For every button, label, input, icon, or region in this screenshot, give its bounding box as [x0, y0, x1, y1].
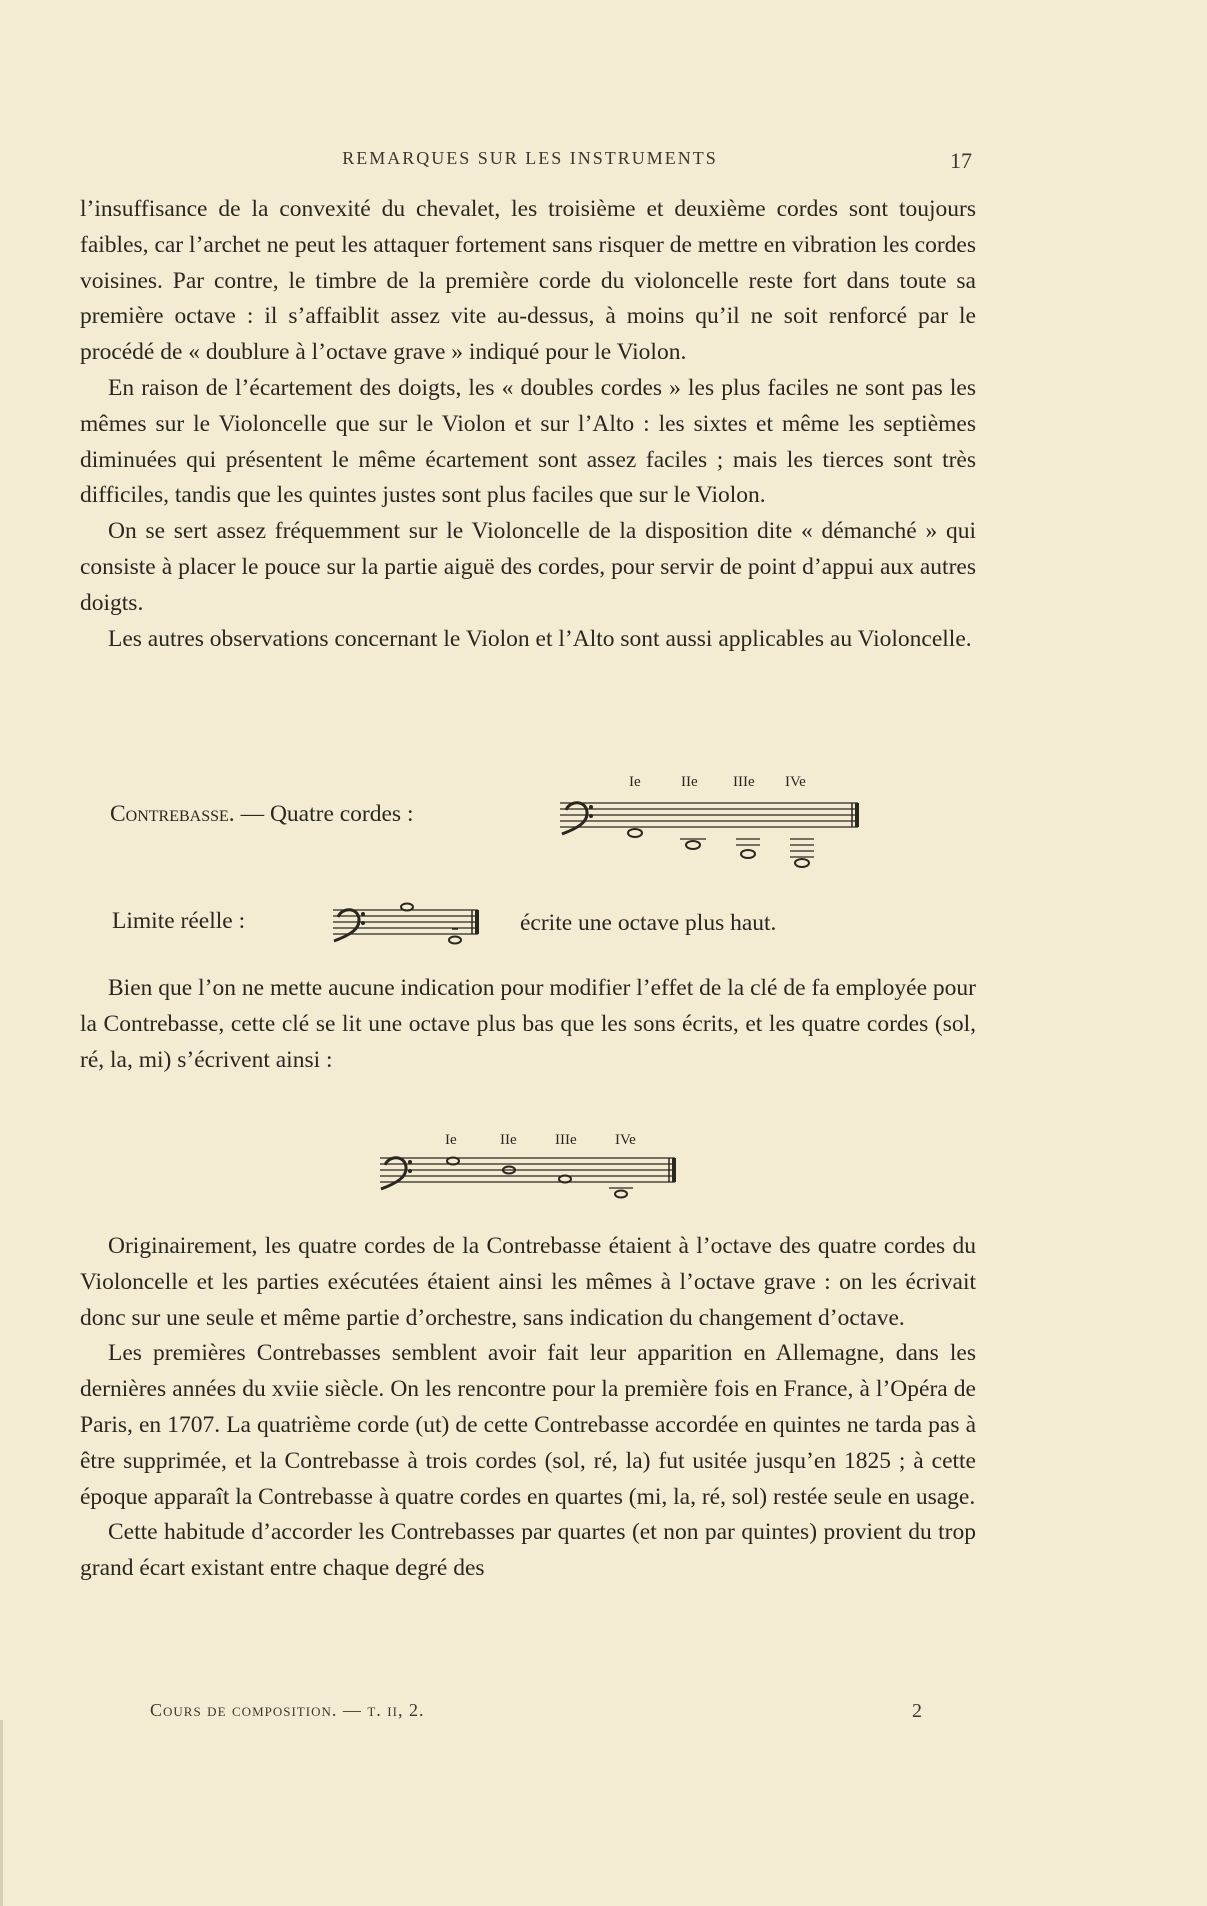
- footer-signature: Cours de composition. — t. ii, 2.: [150, 1700, 425, 1720]
- string-number-2: IIe: [500, 1132, 517, 1148]
- bass-clef-icon: [381, 1158, 406, 1189]
- paragraph-historique-2: Les premières Contrebasses semblent avoir fait leur apparition en Allemagne, dans les dernières années du xviie siècle. On les rencontre pour la première fois en France, à l’Opéra de Paris, en 1707. La quatrième corde (ut) de cette Contrebasse accordée en quintes ne tarda pas à être supprimée, et la Contrebasse à trois cordes (sol, ré, la) fut usitée jusqu’en 1825 ; à cette époque apparaît la Contrebasse à quatre cordes en quartes (mi, la, ré, sol) restée seule en usage.: [80, 1340, 976, 1510]
- paragraph-historique-3: Cette habitude d’accorder les Contrebasses par quartes (et non par quintes) provient du trop grand écart existant entre chaque degré des: [80, 1519, 976, 1582]
- note-string-1: [628, 829, 642, 837]
- note-low: [449, 937, 461, 944]
- contrebasse-heading: [110, 801, 414, 828]
- string-number-4: IVe: [615, 1132, 636, 1148]
- paragraph-violoncelle-3: On se sert assez fréquemment sur le Violoncelle de la disposition dite « démanché » qui consiste à placer le pouce sur la partie aiguë des cordes, pour servir de point d’appui aux autres doigts.: [80, 518, 976, 616]
- contrebasse-title: Contrebasse.: [110, 801, 235, 827]
- note-string-4: [615, 1191, 627, 1198]
- string-number-2: IIe: [681, 774, 698, 790]
- page-number: 17: [950, 148, 972, 173]
- text-block-historique: [80, 1229, 976, 1587]
- string-number-4: IVe: [785, 774, 806, 790]
- string-number-3: IIIe: [555, 1132, 577, 1148]
- text-block-cle: [80, 971, 976, 1078]
- string-number-1: Ie: [445, 1132, 457, 1148]
- paragraph-violoncelle-1: l’insuffisance de la convexité du chevalet, les troisième et deuxième cordes sont toujours faibles, car l’archet ne peut les attaquer fortement sans risquer de mettre en vibration les cordes voisines. Par contre, le timbre de la première corde du violoncelle reste fort dans toute sa première octave : il s’affaiblit assez vite au-dessus, à moins qu’il ne soit renforcé par le procédé de « doublure à l’octave grave » indiqué pour le Violon.: [80, 196, 976, 366]
- staff-limite: [328, 898, 488, 948]
- paragraph-historique-1: Originairement, les quatre cordes de la Contrebasse étaient à l’octave des quatre cordes du Violoncelle et les parties exécutées étaient ainsi les mêmes à l’octave grave : on les écrivait donc sur une seule et même partie d’orchestre, sans indication du changement d’octave.: [80, 1233, 976, 1331]
- paragraph-cle: Bien que l’on ne mette aucune indication pour modifier l’effet de la clé de fa employée pour la Contrebasse, cette clé se lit une octave plus bas que les sons écrits, et les quatre cordes (sol, ré, la, mi) s’écrivent ainsi :: [80, 975, 976, 1073]
- whole-notes: [628, 829, 814, 867]
- staff-written-strings: [375, 1128, 695, 1208]
- bass-clef-icon: [334, 910, 359, 941]
- running-header: REMARQUES SUR LES INSTRUMENTS: [342, 148, 718, 168]
- staff-open-strings: [540, 770, 880, 885]
- string-number-1: Ie: [629, 774, 641, 790]
- paragraph-violoncelle-2: En raison de l’écartement des doigts, les « doubles cordes » les plus faciles ne sont pas les mêmes sur le Violoncelle que sur le Violon et sur l’Alto : les sixtes et même les septièmes diminuées qui présentent le même écartement sont assez faciles ; mais les tierces sont très difficiles, tandis que les quintes justes sont plus faciles que sur le Violon.: [80, 374, 976, 509]
- string-number-3: IIIe: [733, 774, 755, 790]
- footer-signature-number: 2: [912, 1700, 922, 1722]
- limite-label: Limite réelle :: [112, 908, 246, 934]
- note-string-3: [741, 850, 755, 858]
- page-edge-shadow: [0, 1720, 3, 1906]
- string-numbers: [445, 1132, 636, 1148]
- limite-note: écrite une octave plus haut.: [520, 910, 777, 936]
- staff-lines: [560, 803, 858, 827]
- string-numbers: [629, 774, 806, 790]
- contrebasse-subtitle: — Quatre cordes :: [234, 801, 414, 827]
- note-string-4: [795, 859, 809, 867]
- bass-clef-icon: [562, 803, 587, 834]
- note-string-2: [686, 841, 700, 849]
- text-block-violoncelle: [80, 192, 976, 657]
- paragraph-violoncelle-4: Les autres observations concernant le Violon et l’Alto sont aussi applicables au Violoncelle.: [108, 625, 972, 652]
